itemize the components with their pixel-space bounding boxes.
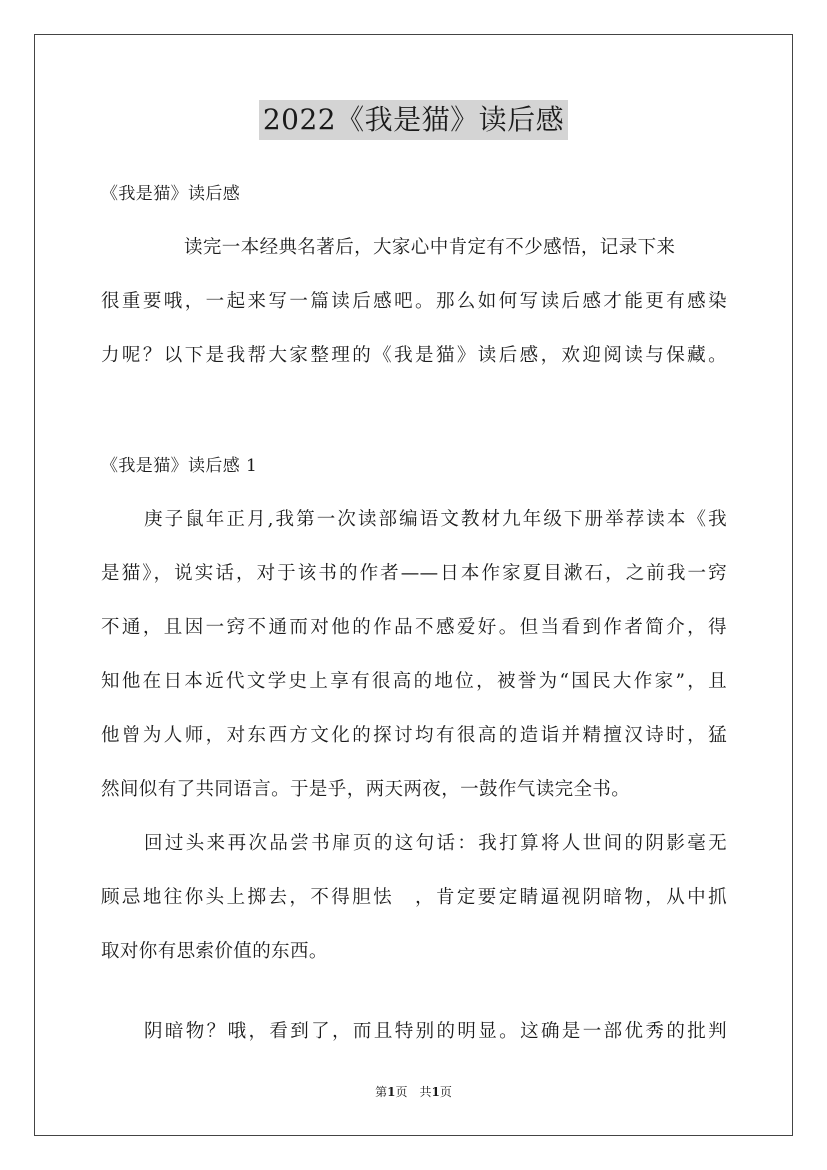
document-subtitle: 《我是猫》读后感 — [101, 184, 241, 204]
body-line-10: 阴暗物？哦，看到了，而且特别的明显。这确是一部优秀的批判 — [144, 1021, 727, 1042]
body-line-6: 然间似有了共同语言。于是乎，两天两夜，一鼓作气读完全书。 — [101, 779, 631, 800]
title-container — [0, 100, 827, 140]
footer-suffix: 页 — [439, 1085, 452, 1099]
intro-line-3: 力呢？以下是我帮大家整理的《我是猫》读后感，欢迎阅读与保藏。 — [101, 345, 727, 366]
footer-mid: 页 共 — [395, 1085, 432, 1099]
body-line-4: 知他在日本近代文学史上享有很高的地位，被誉为“国民大作家”，且 — [101, 671, 727, 692]
body-line-1: 庚子鼠年正月,我第一次读部编语文教材九年级下册举荐读本《我 — [144, 509, 727, 530]
document-title: 2022《我是猫》读后感 — [259, 100, 568, 140]
body-line-2: 是猫》，说实话，对于该书的作者——日本作家夏目漱石，之前我一窍 — [101, 563, 727, 584]
footer-current-page: 1 — [387, 1085, 396, 1099]
page-footer — [0, 1084, 827, 1100]
intro-line-1: 读完一本经典名著后，大家心中肯定有不少感悟，记录下来 — [184, 237, 676, 258]
section-heading: 《我是猫》读后感 1 — [101, 456, 258, 476]
body-line-7: 回过头来再次品尝书扉页的这句话：我打算将人世间的阴影毫无 — [144, 833, 727, 854]
intro-line-2: 很重要哦，一起来写一篇读后感吧。那么如何写读后感才能更有感染 — [101, 291, 727, 312]
body-line-9: 取对你有思索价值的东西。 — [101, 941, 328, 962]
body-line-5: 他曾为人师，对东西方文化的探讨均有很高的造诣并精擅汉诗时，猛 — [101, 725, 727, 746]
footer-total-pages: 1 — [431, 1085, 440, 1099]
body-line-3: 不通，且因一窍不通而对他的作品不感爱好。但当看到作者简介，得 — [101, 617, 727, 638]
body-line-8: 顾忌地往你头上掷去，不得胆怯 ，肯定要定睛逼视阴暗物，从中抓 — [101, 887, 727, 908]
footer-prefix: 第 — [375, 1085, 388, 1099]
